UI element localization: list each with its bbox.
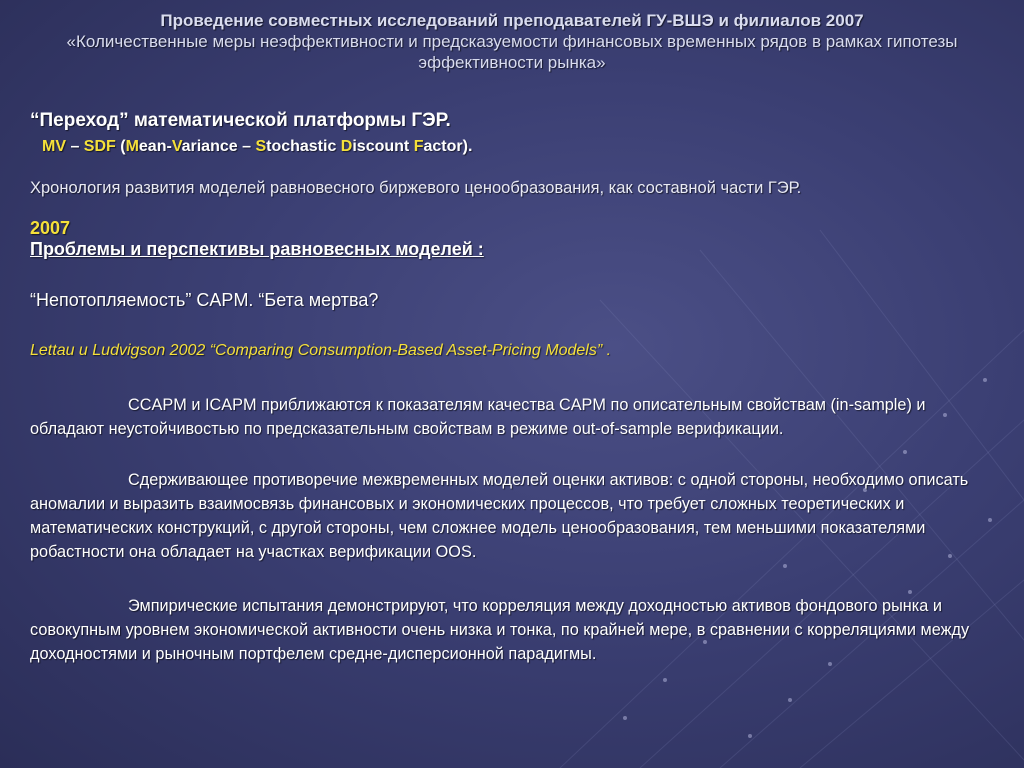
- text-tochastic: tochastic: [266, 138, 341, 155]
- text-ean: ean-: [138, 138, 172, 155]
- lettau-reference: Lettau и Ludvigson 2002 “Comparing Consumption-Based Asset-Pricing Models” .: [30, 342, 612, 359]
- sdf-abbr: SDF: [83, 138, 116, 155]
- letter-m: M: [125, 138, 139, 155]
- paragraph-ccapm: CCAPM и ICAPM приближаются к показателям качества CAPM по описательным свойствам (in-sample) и обладают неустойчивостью по предсказательным свойствам в режиме out-of-sample верификации.: [30, 396, 926, 438]
- mv-paren: (: [115, 138, 126, 155]
- header-line-1: Проведение совместных исследований преподавателей ГУ-ВШЭ и филиалов 2007: [160, 11, 864, 30]
- chronology-line: Хронология развития моделей равновесного биржевого ценообразования, как составной части ГЭР.: [30, 179, 802, 197]
- mv-abbr: MV: [42, 138, 66, 155]
- year-label: 2007: [30, 218, 71, 238]
- text-ariance: ariance –: [181, 138, 256, 155]
- mv-dash: –: [66, 138, 84, 155]
- text-iscount: iscount: [352, 138, 414, 155]
- problems-heading: Проблемы и перспективы равновесных моделей :: [30, 239, 484, 259]
- letter-d: D: [340, 138, 353, 155]
- paragraph-empirical: Эмпирические испытания демонстрируют, что корреляция между доходностью активов фондового рынка и совокупным уровнем экономической активности очень низка и тонка, по крайней мере, в сравнении с корреляциями между доходностями и рыночным портфелем средне-дисперсионной парадигмы.: [30, 597, 970, 663]
- slide-header: [20, 10, 1004, 73]
- paragraph-contradiction: Сдерживающее противоречие межвременных моделей оценки активов: с одной стороны, необходимо описать аномалии и выразить взаимосвязь финансовых и экономических процессов, что требует сложных теоретических и математических конструкций, с другой стороны, чем сложнее модель ценообразования, тем меньшими показателями робастности она обладает на участках верификации OOS.: [30, 471, 969, 561]
- text-actor: actor).: [423, 138, 473, 155]
- letter-s: S: [255, 138, 267, 155]
- letter-f: F: [413, 138, 424, 155]
- capm-line: “Непотопляемость” CAPM. “Бета мертва?: [30, 290, 379, 310]
- header-line-2: «Количественные меры неэффективности и предсказуемости финансовых временных рядов в рамках гипотезы эффективности рынка»: [66, 32, 958, 72]
- letter-v: V: [171, 138, 182, 155]
- mv-sdf-line: [42, 138, 472, 156]
- slide-title: “Переход” математической платформы ГЭР.: [30, 110, 451, 131]
